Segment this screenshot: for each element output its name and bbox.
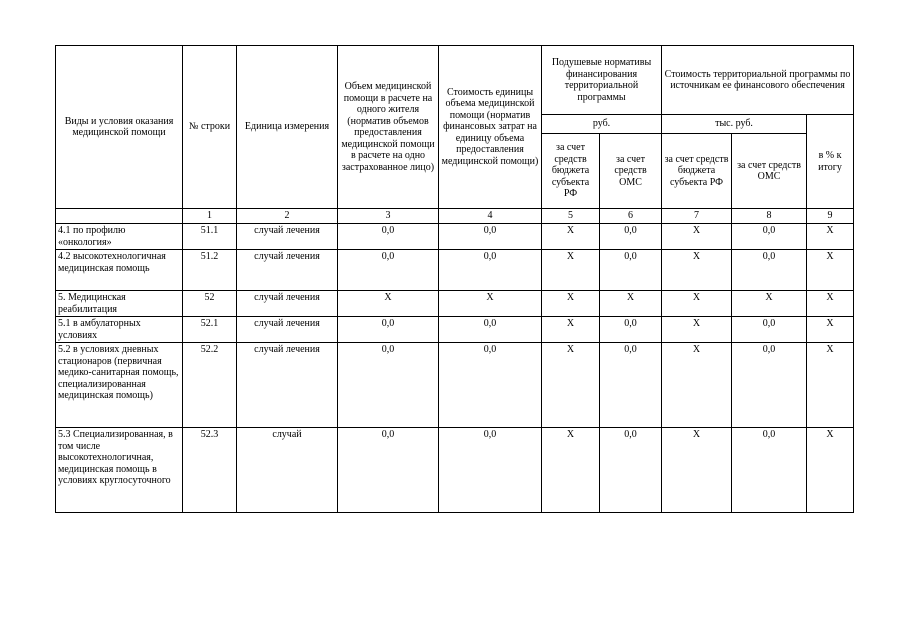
row-name: 5.2 в условиях дневных стационаров (первичная медико-санитарная помощь, специализированная медицинская помощь) xyxy=(56,343,183,428)
row-volume: 0,0 xyxy=(338,250,439,291)
row-percent: X xyxy=(807,317,854,343)
row-oms-thous: 0,0 xyxy=(732,250,807,291)
table-row xyxy=(56,291,854,317)
row-volume: X xyxy=(338,291,439,317)
row-number: 52 xyxy=(183,291,237,317)
row-budget-thous: X xyxy=(662,317,732,343)
row-volume: 0,0 xyxy=(338,317,439,343)
column-number: 9 xyxy=(807,209,854,224)
row-volume: 0,0 xyxy=(338,343,439,428)
row-cost: 0,0 xyxy=(439,250,542,291)
row-budget-thous: X xyxy=(662,428,732,513)
row-name: 4.2 высокотехнологичная медицинская помощь xyxy=(56,250,183,291)
table-row xyxy=(56,428,854,513)
row-cost: 0,0 xyxy=(439,428,542,513)
row-number: 51.2 xyxy=(183,250,237,291)
column-number-blank xyxy=(56,209,183,224)
row-budget-thous: X xyxy=(662,343,732,428)
row-volume: 0,0 xyxy=(338,428,439,513)
row-budget-rub: X xyxy=(542,224,600,250)
row-percent: X xyxy=(807,343,854,428)
row-volume: 0,0 xyxy=(338,224,439,250)
header-cost: Стоимость единицы объема медицинской помощи (норматив финансовых затрат на единицу объема предоставления медицинской помощи) xyxy=(439,46,542,209)
header-unit: Единица измерения xyxy=(237,46,338,209)
row-unit: случай xyxy=(237,428,338,513)
row-number: 52.3 xyxy=(183,428,237,513)
row-oms-rub: 0,0 xyxy=(600,428,662,513)
row-percent: X xyxy=(807,250,854,291)
row-oms-thous: 0,0 xyxy=(732,317,807,343)
header-program-cost: Стоимость территориальной программы по источникам ее финансового обеспечения xyxy=(662,46,854,115)
row-budget-rub: X xyxy=(542,250,600,291)
row-unit: случай лечения xyxy=(237,343,338,428)
header-oms-thous: за счет средств ОМС xyxy=(732,134,807,209)
header-oms-rub: за счет средств ОМС xyxy=(600,134,662,209)
row-name: 5. Медицинская реабилитация xyxy=(56,291,183,317)
row-unit: случай лечения xyxy=(237,224,338,250)
row-budget-rub: X xyxy=(542,317,600,343)
header-thous-rub: тыс. руб. xyxy=(662,115,807,134)
header-percent: в % к итогу xyxy=(807,115,854,209)
program-cost-table xyxy=(55,45,854,513)
row-oms-thous: X xyxy=(732,291,807,317)
row-budget-rub: X xyxy=(542,428,600,513)
row-budget-thous: X xyxy=(662,291,732,317)
column-number: 3 xyxy=(338,209,439,224)
row-unit: случай лечения xyxy=(237,291,338,317)
row-name: 5.1 в амбулаторных условиях xyxy=(56,317,183,343)
header-volume: Объем медицинской помощи в расчете на одного жителя (норматив объемов предоставления медицинской помощи в расчете на одно застрахованное лицо) xyxy=(338,46,439,209)
column-number: 6 xyxy=(600,209,662,224)
table-row xyxy=(56,224,854,250)
column-number: 2 xyxy=(237,209,338,224)
table-row xyxy=(56,343,854,428)
row-oms-thous: 0,0 xyxy=(732,428,807,513)
row-oms-thous: 0,0 xyxy=(732,343,807,428)
row-oms-thous: 0,0 xyxy=(732,224,807,250)
header-per-capita: Подушевые нормативы финансирования территориальной программы xyxy=(542,46,662,115)
column-number: 1 xyxy=(183,209,237,224)
row-cost: 0,0 xyxy=(439,343,542,428)
column-numbers-row xyxy=(56,209,854,224)
header-row-no: № строки xyxy=(183,46,237,209)
row-oms-rub: 0,0 xyxy=(600,317,662,343)
row-oms-rub: 0,0 xyxy=(600,250,662,291)
row-name: 5.3 Специализированная, в том числе высокотехнологичная, медицинская помощь в условиях круглосуточного xyxy=(56,428,183,513)
row-cost: 0,0 xyxy=(439,224,542,250)
row-percent: X xyxy=(807,224,854,250)
row-budget-thous: X xyxy=(662,250,732,291)
row-percent: X xyxy=(807,291,854,317)
row-number: 51.1 xyxy=(183,224,237,250)
column-number: 7 xyxy=(662,209,732,224)
header-kind: Виды и условия оказания медицинской помощи xyxy=(56,46,183,209)
row-oms-rub: 0,0 xyxy=(600,224,662,250)
row-budget-rub: X xyxy=(542,343,600,428)
row-number: 52.1 xyxy=(183,317,237,343)
header-rub: руб. xyxy=(542,115,662,134)
document-page xyxy=(55,45,855,513)
row-percent: X xyxy=(807,428,854,513)
table-row xyxy=(56,317,854,343)
column-number: 8 xyxy=(732,209,807,224)
header-budget-thous: за счет средств бюджета субъекта РФ xyxy=(662,134,732,209)
row-unit: случай лечения xyxy=(237,250,338,291)
row-budget-rub: X xyxy=(542,291,600,317)
row-cost: X xyxy=(439,291,542,317)
row-cost: 0,0 xyxy=(439,317,542,343)
row-oms-rub: X xyxy=(600,291,662,317)
row-budget-thous: X xyxy=(662,224,732,250)
column-number: 5 xyxy=(542,209,600,224)
table-row xyxy=(56,250,854,291)
row-number: 52.2 xyxy=(183,343,237,428)
column-number: 4 xyxy=(439,209,542,224)
header-budget-rub: за счет средств бюджета субъекта РФ xyxy=(542,134,600,209)
row-oms-rub: 0,0 xyxy=(600,343,662,428)
row-unit: случай лечения xyxy=(237,317,338,343)
row-name: 4.1 по профилю «онкология» xyxy=(56,224,183,250)
